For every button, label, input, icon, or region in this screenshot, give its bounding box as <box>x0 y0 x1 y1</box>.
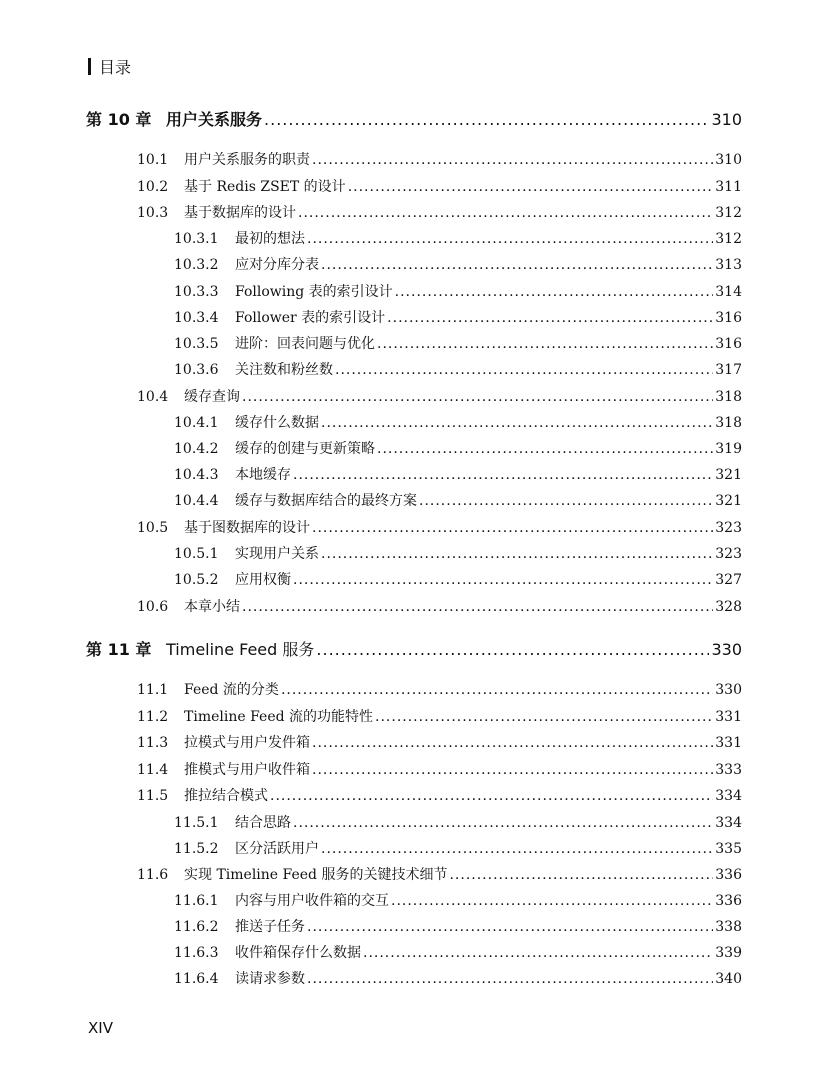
toc-subsection-entry[interactable] <box>174 916 742 936</box>
toc-section-entry[interactable] <box>137 864 742 884</box>
toc-entry-title: 读请求参数 <box>235 971 305 987</box>
toc-entry-page: 317 <box>715 362 742 378</box>
toc-entry-title: Timeline Feed 服务 <box>166 640 315 659</box>
toc-entry-title: 推拉结合模式 <box>184 788 268 804</box>
toc-dot-leader <box>321 546 713 562</box>
toc-dot-leader <box>281 682 713 698</box>
toc-entry-number: 第 10 章 <box>86 110 152 129</box>
toc-entry-title: 本地缓存 <box>235 467 291 483</box>
toc-entry-title: 拉模式与用户发件箱 <box>184 735 310 751</box>
toc-entry-page: 327 <box>715 572 742 588</box>
toc-dot-leader <box>270 788 713 804</box>
toc-entry-page: 318 <box>715 415 742 431</box>
toc-entry-number: 10.3.2 <box>174 257 219 273</box>
running-header <box>88 55 131 78</box>
toc-entry-number: 11.5.2 <box>174 841 219 857</box>
toc-subsection-entry[interactable] <box>174 543 742 563</box>
toc-entry-number: 10.4.2 <box>174 441 219 457</box>
toc-section-entry[interactable] <box>137 706 742 726</box>
toc-entry-page: 336 <box>715 893 742 909</box>
toc-entry-page: 311 <box>715 179 742 195</box>
toc-dot-leader <box>391 893 713 909</box>
toc-entry-number: 10.4.1 <box>174 415 219 431</box>
toc-entry-title: 结合思路 <box>235 815 291 831</box>
toc-subsection-entry[interactable] <box>174 228 742 248</box>
toc-dot-leader <box>375 709 713 725</box>
toc-entry-number: 10.5.2 <box>174 572 219 588</box>
toc-entry-number: 11.6.3 <box>174 945 219 961</box>
header-bar <box>88 58 91 75</box>
toc-entry-title: 推模式与用户收件箱 <box>184 762 310 778</box>
toc-entry-page: 310 <box>715 152 742 168</box>
toc-dot-leader <box>312 520 713 536</box>
toc-entry-number: 10.3.4 <box>174 310 219 326</box>
toc-dot-leader <box>307 971 713 987</box>
toc-entry-page: 323 <box>715 546 742 562</box>
toc-dot-leader <box>377 336 713 352</box>
toc-subsection-entry[interactable] <box>174 254 742 274</box>
toc-entry-number: 11.2 <box>137 709 169 725</box>
toc-entry-page: 316 <box>715 336 742 352</box>
toc-subsection-entry[interactable] <box>174 812 742 832</box>
toc-entry-title: 缓存什么数据 <box>235 415 319 431</box>
toc-subsection-entry[interactable] <box>174 438 742 458</box>
toc-entry-number: 10.3 <box>137 205 169 221</box>
toc-dot-leader <box>321 415 713 431</box>
toc-dot-leader <box>312 735 713 751</box>
toc-dot-leader <box>363 945 713 961</box>
toc-dot-leader <box>312 152 713 168</box>
toc-entry-number: 10.4 <box>137 389 169 405</box>
toc-dot-leader <box>293 572 713 588</box>
toc-entry-number: 11.4 <box>137 762 169 778</box>
toc-dot-leader <box>335 362 713 378</box>
toc-entry-title: 应对分库分表 <box>235 257 319 273</box>
toc-entry-title: 收件箱保存什么数据 <box>235 945 361 961</box>
toc-dot-leader <box>321 257 713 273</box>
toc-entry-number: 10.3.3 <box>174 284 219 300</box>
toc-dot-leader <box>387 310 713 326</box>
toc-section-entry[interactable] <box>137 149 742 169</box>
toc-entry-page: 323 <box>715 520 742 536</box>
toc-entry-page: 330 <box>711 640 742 659</box>
toc-subsection-entry[interactable] <box>174 307 742 327</box>
toc-entry-page: 334 <box>715 815 742 831</box>
toc-dot-leader <box>264 110 709 129</box>
toc-entry-number: 10.2 <box>137 179 169 195</box>
toc-entry-title: 实现 Timeline Feed 服务的关键技术细节 <box>184 867 448 883</box>
toc-dot-leader <box>242 599 713 615</box>
toc-dot-leader <box>242 389 713 405</box>
toc-entry-number: 11.6.2 <box>174 919 219 935</box>
toc-entry-title: Follower 表的索引设计 <box>235 310 386 326</box>
toc-subsection-entry[interactable] <box>174 333 742 353</box>
toc-entry-page: 330 <box>715 682 742 698</box>
header-title: 目录 <box>99 58 132 77</box>
toc-section-entry[interactable] <box>137 386 742 406</box>
toc-entry-number: 11.6.4 <box>174 971 219 987</box>
toc-entry-page: 334 <box>715 788 742 804</box>
toc-dot-leader <box>293 467 713 483</box>
toc-entry-title: Timeline Feed 流的功能特性 <box>184 709 374 725</box>
toc-entry-number: 11.1 <box>137 682 169 698</box>
toc-entry-number: 11.6 <box>137 867 169 883</box>
toc-entry-title: 用户关系服务的职责 <box>184 152 310 168</box>
toc-entry-number: 10.4.4 <box>174 493 219 509</box>
toc-chapter-entry[interactable] <box>86 637 742 660</box>
toc-subsection-entry[interactable] <box>174 490 742 510</box>
page-number: XIV <box>88 1019 113 1037</box>
toc-section-entry[interactable] <box>137 176 742 196</box>
toc-entry-page: 319 <box>715 441 742 457</box>
toc-entry-title: 关注数和粉丝数 <box>235 362 333 378</box>
toc-dot-leader <box>449 867 713 883</box>
toc-subsection-entry[interactable] <box>174 968 742 988</box>
toc-entry-title: 基于 Redis ZSET 的设计 <box>184 179 346 195</box>
toc-dot-leader <box>321 841 713 857</box>
toc-entry-page: 318 <box>715 389 742 405</box>
toc-subsection-entry[interactable] <box>174 890 742 910</box>
toc-dot-leader <box>312 762 713 778</box>
toc-section-entry[interactable] <box>137 759 742 779</box>
toc-subsection-entry[interactable] <box>174 359 742 379</box>
toc-entry-page: 312 <box>715 205 742 221</box>
toc-subsection-entry[interactable] <box>174 942 742 962</box>
toc-dot-leader <box>395 284 714 300</box>
toc-entry-title: 内容与用户收件箱的交互 <box>235 893 389 909</box>
toc-section-entry[interactable] <box>137 596 742 616</box>
toc-entry-title: Following 表的索引设计 <box>235 284 393 300</box>
toc-entry-page: 333 <box>715 762 742 778</box>
toc-subsection-entry[interactable] <box>174 281 742 301</box>
toc-entry-page: 316 <box>715 310 742 326</box>
toc-entry-number: 10.5 <box>137 520 169 536</box>
toc-dot-leader <box>298 205 713 221</box>
toc-dot-leader <box>293 815 713 831</box>
toc-entry-page: 339 <box>715 945 742 961</box>
toc-entry-page: 310 <box>711 110 742 129</box>
toc-subsection-entry[interactable] <box>174 838 742 858</box>
toc-entry-page: 313 <box>715 257 742 273</box>
toc-entry-number: 10.3.5 <box>174 336 219 352</box>
toc-entry-number: 第 11 章 <box>86 640 152 659</box>
toc-entry-page: 336 <box>715 867 742 883</box>
toc-section-entry[interactable] <box>137 517 742 537</box>
toc-entry-title: 推送子任务 <box>235 919 305 935</box>
toc-dot-leader <box>419 493 713 509</box>
toc-dot-leader <box>377 441 713 457</box>
toc-dot-leader <box>348 179 714 195</box>
toc-entry-page: 328 <box>715 599 742 615</box>
toc-dot-leader <box>307 231 713 247</box>
toc-subsection-entry[interactable] <box>174 464 742 484</box>
toc-entry-number: 10.3.1 <box>174 231 219 247</box>
toc-subsection-entry[interactable] <box>174 412 742 432</box>
toc-entry-title: 最初的想法 <box>235 231 305 247</box>
toc-section-entry[interactable] <box>137 679 742 699</box>
toc-entry-title: Feed 流的分类 <box>184 682 279 698</box>
toc-entry-title: 基于数据库的设计 <box>184 205 296 221</box>
toc-entry-title: 实现用户关系 <box>235 546 319 562</box>
toc-entry-title: 缓存与数据库结合的最终方案 <box>235 493 417 509</box>
toc-entry-page: 312 <box>715 231 742 247</box>
toc-entry-title: 缓存查询 <box>184 389 240 405</box>
toc-entry-number: 11.6.1 <box>174 893 219 909</box>
toc-section-entry[interactable] <box>137 202 742 222</box>
toc-dot-leader <box>307 919 713 935</box>
toc-entry-number: 11.5 <box>137 788 169 804</box>
toc-entry-title: 进阶：回表问题与优化 <box>235 336 375 352</box>
toc-dot-leader <box>316 640 709 659</box>
toc-entry-title: 本章小结 <box>184 599 240 615</box>
toc-entry-page: 321 <box>715 467 742 483</box>
toc-entry-number: 11.5.1 <box>174 815 219 831</box>
toc-entry-page: 314 <box>715 284 742 300</box>
toc-section-entry[interactable] <box>137 785 742 805</box>
toc-entry-page: 340 <box>715 971 742 987</box>
toc-section-entry[interactable] <box>137 732 742 752</box>
toc-chapter-entry[interactable] <box>86 107 742 130</box>
toc-entry-title: 基于图数据库的设计 <box>184 520 310 536</box>
toc-entry-number: 10.3.6 <box>174 362 219 378</box>
toc-entry-number: 10.4.3 <box>174 467 219 483</box>
toc-entry-title: 区分活跃用户 <box>235 841 319 857</box>
toc-entry-title: 应用权衡 <box>235 572 291 588</box>
toc-entry-number: 10.1 <box>137 152 169 168</box>
toc-subsection-entry[interactable] <box>174 569 742 589</box>
toc-entry-page: 321 <box>715 493 742 509</box>
toc-entry-page: 331 <box>715 735 742 751</box>
toc-entry-number: 10.5.1 <box>174 546 219 562</box>
toc-entry-number: 11.3 <box>137 735 169 751</box>
toc-entry-title: 用户关系服务 <box>166 110 263 129</box>
toc-entry-page: 335 <box>715 841 742 857</box>
toc-entry-page: 331 <box>715 709 742 725</box>
toc-entry-page: 338 <box>715 919 742 935</box>
toc-entry-title: 缓存的创建与更新策略 <box>235 441 375 457</box>
toc-entry-number: 10.6 <box>137 599 169 615</box>
